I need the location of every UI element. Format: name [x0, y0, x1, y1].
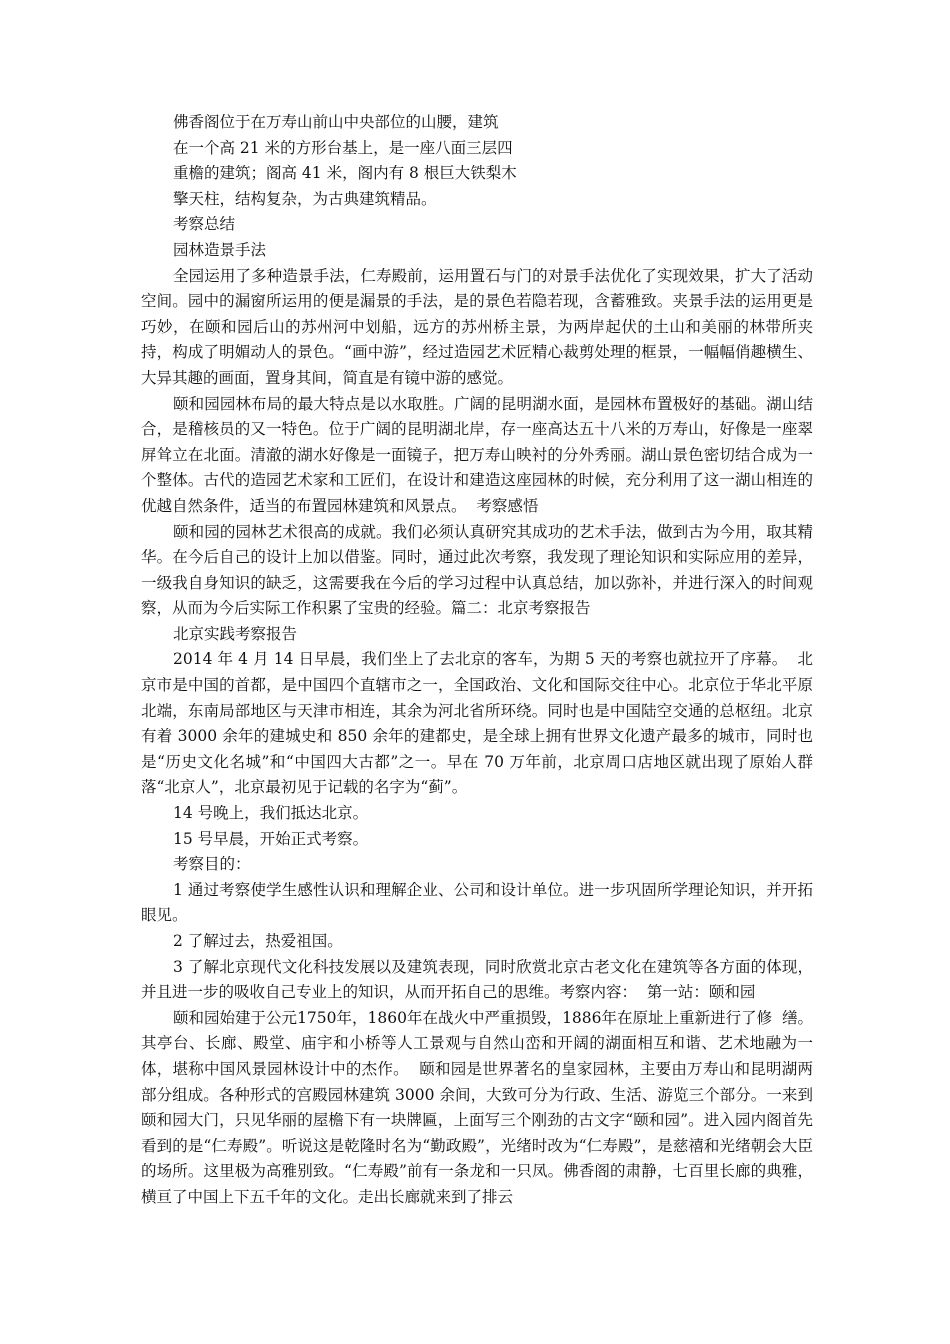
section-heading-techniques: 园林造景手法	[173, 240, 267, 259]
list-item: 1 通过考察使学生感性认识和理解企业、公司和设计单位。进一步巩固所学理论知识，并开拓眼见。	[141, 880, 813, 925]
document-body	[141, 110, 813, 1211]
body-paragraph: 14 号晚上，我们抵达北京。	[173, 804, 369, 823]
body-paragraph: 颐和园始建于公元1750年，1860年在战火中严重损毁，1886年在原址上重新进行了修 缮。其亭台、长廊、殿堂、庙宇和小桥等人工景观与自然山峦和开阔的湖面相互和谐、艺术地融为一体，堪称中国风景园林设计中的杰作。 颐和园是世界著名的皇家园林，主要由万寿山和昆明湖两部分组成。各种形式的宫殿园林建筑 3000 余间，大致可分为行政、生活、游览三个部分。一来到颐和园大门，只见华丽的屋檐下有一块牌匾，上面写三个刚劲的古文字“颐和园”。进入园内阁首先看到的是“仁寿殿”。听说这是乾隆时名为“勤政殿”，光绪时改为“仁寿殿”，是慈禧和光绪朝会大臣的场所。这里极为高雅别致。“仁寿殿”前有一条龙和一只凤。佛香阁的肃静，七百里长廊的典雅，横亘了中国上下五千年的文化。走出长廊就来到了排云	[141, 1008, 813, 1206]
intro-block	[141, 110, 813, 212]
body-paragraph: 2014 年 4 月 14 日早晨，我们坐上了去北京的客车，为期 5 天的考察也就拉开了序幕。 北京市是中国的首都，是中国四个直辖市之一，全国政治、文化和国际交往中心。北京位于华北平原北端，东南局部地区与天津市相连，其余为河北省所环绕。同时也是中国陆空交通的总枢纽。北京有着 3000 余年的建城史和 850 余年的建都史，是全球上拥有世界文化遗产最多的城市，同时也是“历史文化名城”和“中国四大古都”之一。早在 70 万年前，北京周口店地区就出现了原始人群落“北京人”，北京最初见于记载的名字为“蓟”。	[141, 650, 813, 797]
body-paragraph: 颐和园园林布局的最大特点是以水取胜。广阔的昆明湖水面，是园林布置极好的基础。湖山结合，是稽核员的又一特色。位于广阔的昆明湖北岸，存一座高达五十八米的万寿山，好像是一座翠屏耸立在北面。清澈的湖水好像是一面镜子，把万寿山映衬的分外秀丽。湖山景色密切结合成为一个整体。古代的造园艺术家和工匠们，在设计和建造这座园林的时候，充分利用了这一湖山相连的优越自然条件，适当的布置园林建筑和风景点。 考察感悟	[141, 394, 813, 515]
section-heading-summary: 考察总结	[173, 215, 236, 234]
list-item: 3 了解北京现代文化科技发展以及建筑表现，同时欣赏北京古老文化在建筑等各方面的体现，并且进一步的吸收自己专业上的知识，从而开拓自己的思维。考察内容： 第一站：颐和园	[141, 957, 813, 1002]
body-paragraph: 颐和园的园林艺术很高的成就。我们必须认真研究其成功的艺术手法，做到古为今用，取其精华。在今后自己的设计上加以借鉴。同时，通过此次考察，我发现了理论知识和实际应用的差异，一级我自身知识的缺乏，这需要我在今后的学习过程中认真总结，加以弥补，并进行深入的时间观察，从而为今后实际工作积累了宝贵的经验。篇二：北京考察报告	[141, 522, 813, 618]
list-item: 2 了解过去，热爱祖国。	[173, 932, 343, 950]
intro-line: 佛香阁位于在万寿山前山中央部位的山腰，建筑	[173, 113, 499, 131]
intro-line: 重檐的建筑；阁高 41 米，阁内有 8 根巨大铁梨木	[173, 164, 517, 183]
body-paragraph: 全园运用了多种造景手法，仁寿殿前，运用置石与门的对景手法优化了实现效果，扩大了活动空间。园中的漏窗所运用的便是漏景的手法，是的景色若隐若现，含蓄雅致。夹景手法的运用更是巧妙，在颐和园后山的苏州河中划船，远方的苏州桥主景，为两岸起伏的土山和美丽的林带所夹持，构成了明媚动人的景色。“画中游”，经过造园艺术匠精心裁剪处理的框景，一幅幅俏趣横生、大异其趣的画面，置身其间，简直是有镜中游的感觉。	[141, 266, 813, 387]
intro-line: 在一个高 21 米的方形台基上，是一座八面三层四	[173, 138, 513, 157]
section-heading-purpose: 考察目的：	[173, 855, 251, 874]
section-heading-report: 北京实践考察报告	[173, 624, 298, 643]
body-paragraph: 15 号早晨，开始正式考察。	[173, 829, 369, 848]
intro-line: 擎天柱，结构复杂，为古典建筑精品。	[173, 189, 437, 208]
